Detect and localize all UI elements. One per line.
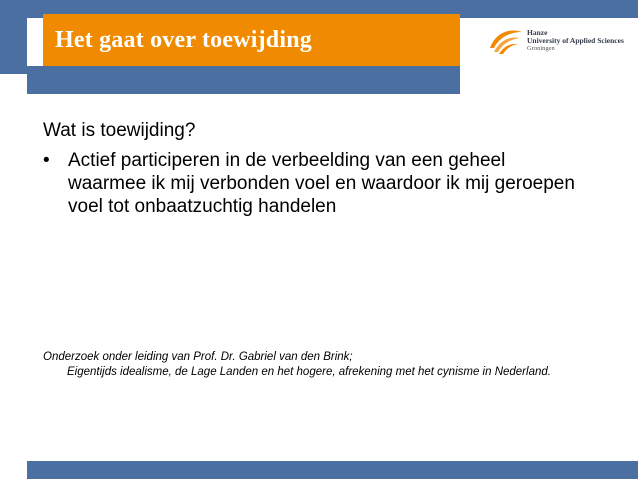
bullet-text: Actief participeren in de verbeelding van een geheel waarmee ik mij verbonden voel en waardoor ik mij geroepen voel tot onbaatzuchtig handelen (68, 150, 575, 217)
reference-line-2: Eigentijds idealisme, de Lage Landen en het hogere, afrekening met het cynisme in Nederland. (67, 366, 551, 378)
bullet-icon: • (43, 150, 50, 171)
reference-note (43, 350, 563, 380)
logo-wordmark (527, 29, 624, 53)
logo-line-university: University of Applied Sciences (527, 36, 624, 45)
slide-heading: Wat is toewijding? (43, 120, 196, 141)
left-blue-band (0, 18, 27, 74)
logo-line-city: Groningen (527, 45, 555, 52)
bottom-blue-band (27, 461, 638, 479)
reference-line-1: Onderzoek onder leiding van Prof. Dr. Gabriel van den Brink; (43, 351, 353, 363)
slide-title: Het gaat over toewijding (55, 26, 312, 53)
bullet-item (43, 149, 583, 218)
title-banner (43, 14, 460, 66)
hanze-logo (488, 24, 633, 58)
logo-line-hanze: Hanze (527, 28, 548, 37)
hanze-logo-mark-icon (488, 26, 524, 56)
header-blue-band (27, 66, 460, 94)
